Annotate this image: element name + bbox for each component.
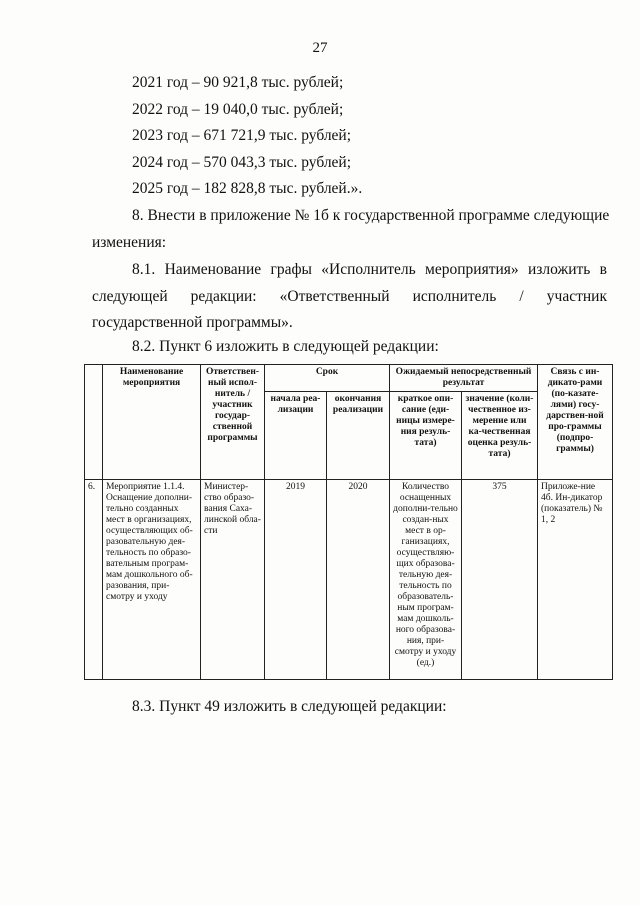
item-8-1-line-2: следующей редакции: «Ответственный исполнитель / участник bbox=[92, 287, 607, 305]
row-link-indicators: Приложе-ние 4б. Ин-дикатор (показатель) № 1, 2 bbox=[538, 480, 613, 680]
row-start-year: 2019 bbox=[265, 480, 327, 680]
row-value: 375 bbox=[462, 480, 538, 680]
budget-list bbox=[132, 70, 362, 203]
header-num-cell bbox=[85, 365, 103, 480]
item-8-line-1: 8. Внести в приложение № 1б к государственной программе следующие bbox=[132, 207, 610, 224]
header-term-end: окончания реализации bbox=[327, 392, 390, 480]
item-8-3-line: 8.3. Пункт 49 изложить в следующей редакции: bbox=[132, 698, 447, 715]
header-term: Срок bbox=[265, 365, 390, 392]
table-row bbox=[85, 480, 613, 680]
header-name: Наименование мероприятия bbox=[103, 365, 201, 480]
item-8-1-line-1: 8.1. Наименование графы «Исполнитель мероприятия» изложить в bbox=[132, 261, 607, 278]
header-brief-description: краткое опи-сание (еди-ницы измере-ния резуль-тата) bbox=[390, 392, 462, 480]
row-num: 6. bbox=[85, 480, 103, 680]
item-8-1-paragraph bbox=[92, 257, 607, 337]
budget-line-2024: 2024 год – 570 043,3 тыс. рублей; bbox=[132, 153, 352, 171]
budget-line-2023: 2023 год – 671 721,9 тыс. рублей; bbox=[132, 127, 352, 144]
header-expected-result: Ожидаемый непосредственный результат bbox=[390, 365, 538, 392]
item-8-line-2: изменения: bbox=[92, 233, 167, 251]
item-8-paragraph bbox=[92, 203, 610, 256]
header-executor: Ответствен-ный испол-нитель / участник государ-ственной программы bbox=[201, 365, 265, 480]
row-brief-description: Количество оснащенных дополни-тельно создан-ных мест в ор-ганизациях, осуществляю-щих образова-тельную дея-тельность по образователь-ным програм-мам дошколь-ного образова-ния, при-смотру и уходу (ед.) bbox=[390, 480, 462, 680]
item-8-2-paragraph bbox=[92, 334, 607, 361]
header-term-start: начала реа-лизации bbox=[265, 392, 327, 480]
item-8-1-line-3: государственной программы». bbox=[92, 314, 293, 331]
table-header-row-1 bbox=[85, 365, 613, 392]
page-number: 27 bbox=[312, 40, 328, 56]
budget-line-2025: 2025 год – 182 828,8 тыс. рублей.». bbox=[132, 180, 363, 197]
row-end-year: 2020 bbox=[327, 480, 390, 680]
header-value: значение (коли-чественное из-мерение или ка-чественная оценка резуль-тата) bbox=[462, 392, 538, 480]
item-8-2-line: 8.2. Пункт 6 изложить в следующей редакции: bbox=[132, 338, 439, 355]
budget-line-2021: 2021 год – 90 921,8 тыс. рублей; bbox=[132, 74, 344, 91]
row-executor: Министер-ство образо-вания Саха-линской обла-сти bbox=[201, 480, 265, 680]
item-8-3-paragraph bbox=[92, 694, 607, 721]
budget-line-2022: 2022 год – 19 040,0 тыс. рублей; bbox=[132, 100, 344, 118]
header-link-indicators: Связь с ин-дикато-рами (по-казате-лями) госу-дарствен-ной про-граммы (подпро-граммы) bbox=[538, 365, 613, 480]
row-name: Мероприятие 1.1.4. Оснащение дополни-тельно созданных мест в организациях, осуществляющих об-разовательную дея-тельность по образо-вательным програм-мам дошкольного об-разования, при-смотру и уходу bbox=[103, 480, 201, 680]
measures-table bbox=[84, 364, 613, 680]
